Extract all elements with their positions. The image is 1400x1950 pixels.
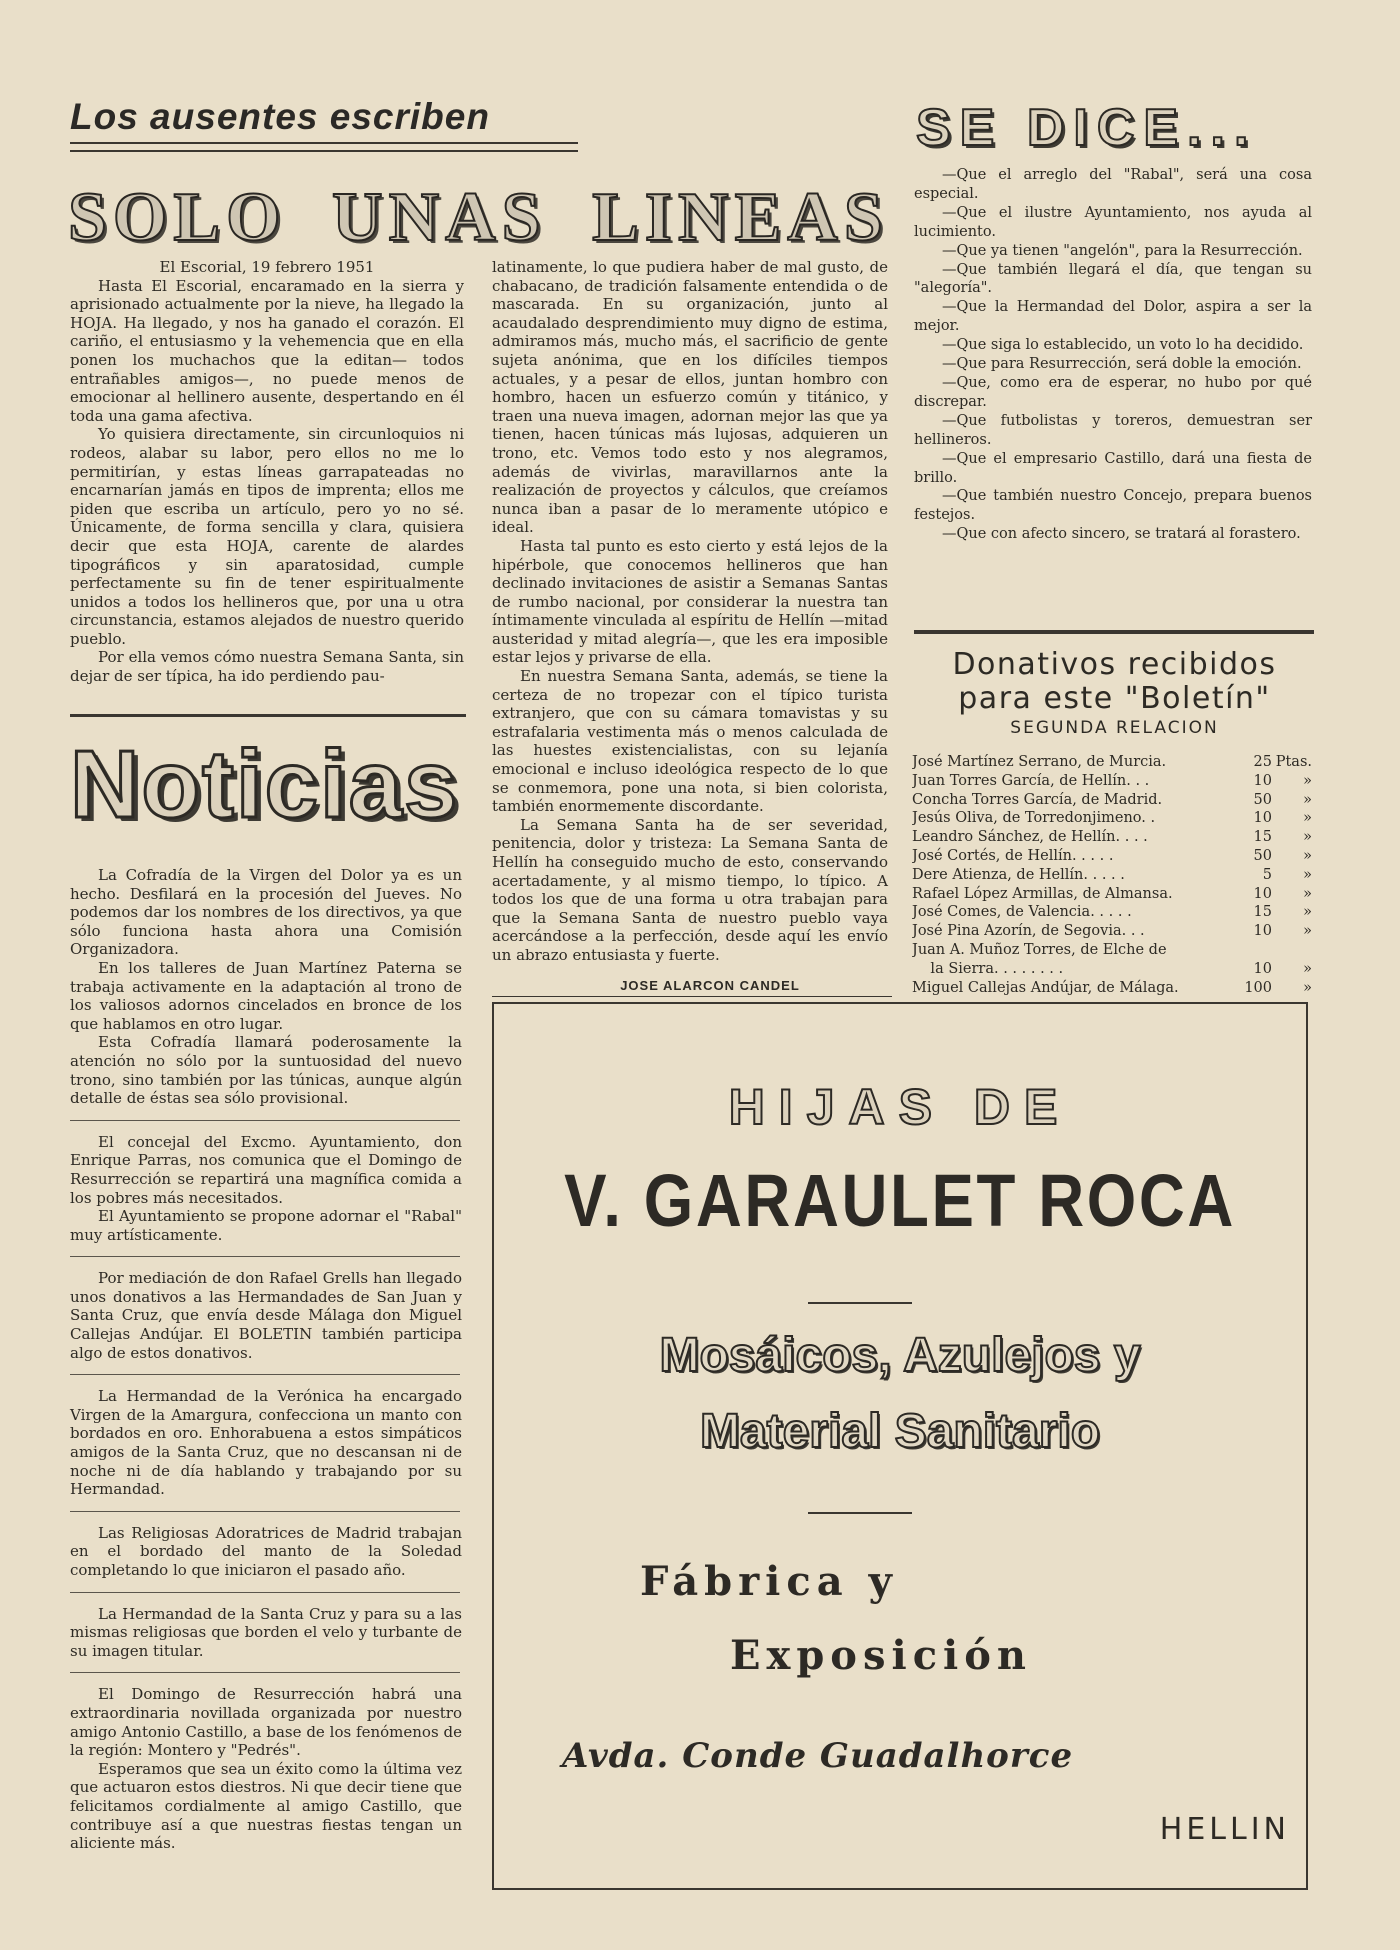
- news-paragraph: El concejal del Excmo. Ayuntamiento, don Enrique Parras, nos comunica que el Domingo de Resurrección se repartirá una magnífica comida a los pobres más necesitados.: [70, 1132, 462, 1207]
- donation-currency: »: [1303, 960, 1312, 977]
- donation-currency: »: [1303, 772, 1312, 789]
- article-dateline: El Escorial, 19 febrero 1951: [159, 258, 375, 276]
- donation-currency: »: [1303, 923, 1312, 940]
- donation-currency: »: [1303, 904, 1312, 921]
- donation-row: [912, 979, 1314, 998]
- donation-currency: »: [1303, 829, 1312, 846]
- ad-exposicion: Exposición: [730, 1632, 1033, 1679]
- donation-amount: [1234, 941, 1272, 960]
- sedice-item: —Que para Resurrección, será doble la emoción.: [942, 356, 1302, 373]
- news-paragraph: Por mediación de don Rafael Grells han llegado unos donativos a las Hermandades de San Juan y Santa Cruz, que envía desde Málaga don Miguel Callejas Andújar. El BOLETIN también participa algo de estos donativos.: [70, 1269, 462, 1362]
- noticias-title: Noticias: [70, 731, 460, 838]
- donation-amount: 10: [1253, 885, 1272, 902]
- donativos-title-line: Donativos recibidos: [952, 647, 1277, 682]
- donativos-title: [912, 648, 1317, 716]
- sedice-item: —Que ya tienen "angelón", para la Resurrección.: [942, 242, 1303, 259]
- sedice-column: [914, 166, 1312, 544]
- donation-amount: 10: [1253, 960, 1272, 977]
- article-paragraph: En nuestra Semana Santa, además, se tiene la certeza de no tropezar con el típico turista extranjero, que con su cámara tomavistas y su estrafalaria vestimenta más o menos calculada de las huestes existencialistas, con su lejanía emocional e incluso ideológica respecto de lo que se conmemora, pone una nota, si bien colorista, también enormemente discordante.: [492, 667, 888, 816]
- ad-address: Avda. Conde Guadalhorce: [562, 1736, 1074, 1776]
- donation-amount: 10: [1253, 772, 1272, 789]
- donativos-title-line: para este "Boletín": [958, 681, 1271, 716]
- article-headline: SOLO UNAS LINEAS: [68, 179, 889, 256]
- article-column-1: [70, 258, 464, 686]
- donation-row: [912, 922, 1314, 941]
- sedice-item: —Que siga lo establecido, un voto lo ha decidido.: [942, 337, 1304, 354]
- news-paragraph: La Hermandad de la Verónica ha encargado Virgen de la Amargura, confecciona un manto con bordados en oro. Enhorabuena a estos simpáticos amigos de la Santa Cruz, que no descansan ni de noche ni de día hablando y trabajando por su Hermandad.: [70, 1387, 462, 1499]
- donor-name: Concha Torres García, de Madrid.: [912, 791, 1163, 808]
- donation-row: [912, 941, 1314, 960]
- donation-row: [912, 772, 1314, 791]
- news-paragraph: Las Religiosas Adoratrices de Madrid trabajan en el bordado del manto de la Soledad completando lo que iniciaron el pasado año.: [70, 1523, 462, 1579]
- donor-name: la Sierra. . . . . . . .: [912, 960, 1064, 977]
- article-paragraph: Por ella vemos cómo nuestra Semana Santa, sin dejar de ser típica, ha ido perdiendo pau-: [70, 648, 464, 686]
- sedice-item: —Que la Hermandad del Dolor, aspira a ser la mejor.: [914, 299, 1312, 335]
- article-column-2: [492, 258, 888, 965]
- donation-row: [912, 960, 1314, 979]
- donation-row: [912, 828, 1314, 847]
- donation-amount: 15: [1253, 904, 1272, 921]
- donation-currency: »: [1303, 791, 1312, 808]
- sedice-item: —Que el empresario Castillo, dará una fiesta de brillo.: [914, 450, 1312, 486]
- news-separator: [70, 1256, 460, 1257]
- donation-currency: »: [1303, 847, 1312, 864]
- news-separator: [70, 1592, 460, 1593]
- donor-name: Rafael López Armillas, de Almansa.: [912, 885, 1173, 902]
- section-kicker: Los ausentes escriben: [70, 96, 490, 137]
- sedice-item: —Que el ilustre Ayuntamiento, nos ayuda al lucimiento.: [914, 204, 1312, 240]
- ad-fabrica: Fábrica y: [640, 1558, 898, 1605]
- donation-currency: »: [1303, 866, 1312, 883]
- sedice-item: —Que futbolistas y toreros, demuestran ser hellineros.: [914, 412, 1312, 448]
- sedice-item: —Que también nuestro Concejo, prepara buenos festejos.: [914, 488, 1312, 524]
- donation-row: [912, 809, 1314, 828]
- donation-row: [912, 847, 1314, 866]
- donation-amount: 5: [1262, 866, 1272, 883]
- ad-line-hijas: HIJAS DE: [728, 1079, 1072, 1135]
- news-paragraph: La Hermandad de la Santa Cruz y para su a las mismas religiosas que borden el velo y turbante de su imagen titular.: [70, 1604, 462, 1660]
- news-separator: [70, 1374, 460, 1375]
- news-paragraph: El Domingo de Resurrección habrá una extraordinaria novillada organizada por nuestro amigo Antonio Castillo, a base de los fenómenos de la región: Montero y "Pedrés".: [70, 1685, 462, 1760]
- section-divider: [914, 630, 1314, 634]
- news-separator: [70, 1120, 460, 1121]
- donor-name: Dere Atienza, de Hellín. . . . .: [912, 866, 1125, 883]
- news-paragraph: La Cofradía de la Virgen del Dolor ya es un hecho. Desfilará en la procesión del Jueves. No podemos dar los nombres de los directivos, ya que sólo funciona hasta ahora una Comisión Organizadora.: [70, 866, 462, 959]
- donation-amount: 10: [1253, 810, 1272, 827]
- sedice-item: —Que, como era de esperar, no hubo por qué discrepar.: [914, 374, 1312, 410]
- donation-currency: »: [1303, 885, 1312, 902]
- donor-name: Leandro Sánchez, de Hellín. . . .: [912, 829, 1148, 846]
- news-separator: [70, 1511, 460, 1512]
- sedice-item: —Que el arreglo del "Rabal", será una cosa especial.: [914, 167, 1312, 202]
- ad-products-line: Mosáicos, Azulejos y: [659, 1329, 1141, 1382]
- donation-row: [912, 903, 1314, 922]
- ad-products-line: Material Sanitario: [699, 1405, 1101, 1458]
- news-paragraph: En los talleres de Juan Martínez Paterna se trabaja activamente en la adaptación al trono de los valiosos adornos cincelados en bronce de los que hablamos en otro lugar.: [70, 958, 462, 1033]
- donation-row: [912, 753, 1314, 772]
- section-divider: [70, 714, 466, 717]
- article-paragraph: latinamente, lo que pudiera haber de mal gusto, de chabacano, de tradición falsamente entendida o de mascarada. En su organización, junto al acaudalado desprendimiento muy digno de estima, admiramos más, mucho más, el sacrificio de gente sujeta anónima, que en los difíciles tiempos actuales, y a pesar de ellos, juntan hombro con hombro, hacen un esfuerzo común y titánico, y traen una nueva imagen, adornan mejor las que ya tienen, hacen túnicas más lujosas, adquieren un trono, etc. Vemos todo esto y nos alegramos, además de vivirlas, maravillarnos ante la realización de proyectos y cálculos, que creíamos nunca iban a pasar de lo meramente utópico e ideal.: [492, 258, 888, 537]
- article-paragraph: Hasta tal punto es esto cierto y está lejos de la hipérbole, que conocemos hellineros que han declinado invitaciones de asistir a Semanas Santas de rumbo nacional, por considerar la nuestra tan íntimamente vinculada al espíritu de Hellín —mitad austeridad y mitad alegría—, que les era imposible estar lejos y privarse de ella.: [492, 536, 888, 667]
- section-divider: [492, 996, 892, 997]
- news-separator: [70, 1672, 460, 1673]
- article-paragraph: Yo quisiera directamente, sin circunloquios ni rodeos, alabar su labor, pero ellos no me lo permitirían, y estas líneas garrapateadas no encarnarían jamás en tipos de imprenta; ellos me piden que escriba un artículo, pero yo no sé. Únicamente, de forma sencilla y clara, quisiera decir que esta HOJA, carente de alardes tipográficos y sin aparatosidad, cumple perfectamente su fin de tener espiritualmente unidos a todos los hellineros que, por una u otra circunstancia, estamos alejados de nuestro querido pueblo.: [70, 425, 464, 648]
- donation-row: [912, 791, 1314, 810]
- ad-company-name: V. GARAULET ROCA: [564, 1159, 1236, 1242]
- donation-currency: »: [1303, 979, 1312, 996]
- donor-name: José Cortés, de Hellín. . . . .: [912, 847, 1114, 864]
- donation-amount: 100: [1244, 979, 1272, 996]
- donation-amount: 25: [1253, 754, 1272, 770]
- article-signature: JOSE ALARCON CANDEL: [620, 978, 800, 993]
- donation-amount: 15: [1253, 829, 1272, 846]
- donation-row: [912, 866, 1314, 885]
- news-paragraph: Esta Cofradía llamará poderosamente la atención no sólo por la suntuosidad del nuevo trono, sino también por las túnicas, aunque algún detalle de éstas sea sólo provisional.: [70, 1033, 462, 1108]
- donation-currency: »: [1303, 810, 1312, 827]
- noticias-column: [70, 866, 462, 1853]
- article-paragraph: La Semana Santa ha de ser severidad, penitencia, dolor y tristeza: La Semana Santa de Hellín ha conseguido mucho de esto, conservando acertadamente, y al mismo tiempo, lo típico. A todos los que de una forma u otra trabajan para que la Semana Santa de nuestro pueblo vaya acercándose a la perfección, desde aquí les envío un abrazo entusiasta y fuerte.: [492, 815, 888, 964]
- ad-city: HELLIN: [1159, 1812, 1290, 1847]
- kicker-underline: [70, 142, 578, 152]
- donativos-subtitle: SEGUNDA RELACION: [1010, 718, 1219, 738]
- donativos-list: [912, 753, 1314, 997]
- sedice-item: —Que también llegará el día, que tengan su "alegoría".: [914, 261, 1312, 297]
- ad-divider: [808, 1302, 912, 1304]
- donor-name: Miguel Callejas Andújar, de Málaga.: [912, 979, 1179, 996]
- donation-amount: 50: [1253, 791, 1272, 808]
- sedice-title: SE DICE...: [916, 99, 1258, 157]
- ad-products: [492, 1318, 1308, 1470]
- donor-name: José Comes, de Valencia. . . . .: [912, 904, 1132, 921]
- article-paragraph: Hasta El Escorial, encaramado en la sierra y aprisionado actualmente por la nieve, ha llegado la HOJA. Ha llegado, y nos ha ganado el corazón. El cariño, el entusiasmo y la vehemencia que en ella ponen los muchachos que la editan— todos entrañables amigos—, no puede menos de emocionar al hellinero ausente, despertando en él toda una gama afectiva.: [70, 276, 464, 425]
- donor-name: Jesús Oliva, de Torredonjimeno. .: [912, 810, 1156, 827]
- news-paragraph: Esperamos que sea un éxito como la última vez que actuaron estos diestros. Ni que decir tiene que felicitamos cordialmente al amigo Castillo, que contribuye así a que nuestras fiestas tengan un aliciente más.: [70, 1759, 462, 1853]
- donation-currency: Ptas.: [1275, 754, 1312, 770]
- donation-amount: 50: [1253, 847, 1272, 864]
- donor-name: José Martínez Serrano, de Murcia.: [912, 754, 1167, 770]
- ad-divider: [808, 1512, 912, 1514]
- donor-name: Juan Torres García, de Hellín. . .: [912, 772, 1150, 789]
- donation-amount: 10: [1253, 923, 1272, 940]
- donor-name: José Pina Azorín, de Segovia. . .: [912, 923, 1145, 940]
- news-paragraph: El Ayuntamiento se propone adornar el "Rabal" muy artísticamente.: [70, 1207, 462, 1244]
- sedice-item: —Que con afecto sincero, se tratará al forastero.: [942, 526, 1301, 543]
- donor-name: Juan A. Muñoz Torres, de Elche de: [912, 941, 1167, 958]
- donation-row: [912, 885, 1314, 904]
